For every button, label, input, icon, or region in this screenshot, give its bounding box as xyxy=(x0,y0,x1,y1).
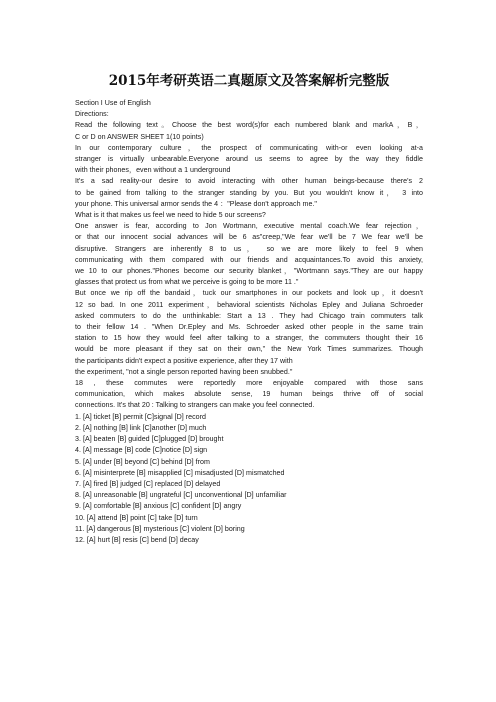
document-body xyxy=(75,98,423,546)
text-line: 6. [A] misinterprete [B] misapplied [C] misadjusted [D] mismatched xyxy=(75,468,285,477)
document-page xyxy=(75,72,423,546)
text-line: glasses that protect us from what we perceive is going to be more 11 ." xyxy=(75,278,299,287)
text-line: Read the following text。Choose the best word(s)for each numbered blank and markA，B， xyxy=(75,121,423,130)
text-line: 10. [A] attend [B] point [C] take [D] turn xyxy=(75,513,198,522)
text-line: C or D on ANSWER SHEET 1(10 points) xyxy=(75,132,204,141)
text-line: the participants didn't expect a positive experience, after they 17 with xyxy=(75,356,293,365)
text-line: the experiment, "not a single person reported having been snubbed." xyxy=(75,367,293,376)
text-line: Directions: xyxy=(75,110,109,119)
text-line: In our contemporary culture，the prospect of communicating with-or even looking at-a xyxy=(75,143,423,152)
text-line: disruptive. Strangers are inherently 8 to us， so we are more likely to feel 9 when xyxy=(75,244,423,253)
text-line: stranger is virtually unbearable.Everyone around us seems to agree by the way they fiddle xyxy=(75,155,423,164)
text-line: 12. [A] hurt [B] resis [C] bend [D] decay xyxy=(75,535,199,544)
text-line: your phone. This universal armor sends the 4 ："Please don't approach me." xyxy=(75,199,317,208)
text-line: 2. [A] nothing [B] link [C]another [D] much xyxy=(75,423,207,432)
text-line: to be gained from talking to the stranger standing by you. But you wouldn't know it， 3 into xyxy=(75,188,423,197)
text-line: or that our innocent social advances will be 6 as"creep,"We fear we'll be 7 We fear we'll be xyxy=(75,233,423,242)
text-line: 18 , these commutes were reportedly more enjoyable compared with those sans xyxy=(75,379,423,388)
text-line: 11. [A] dangerous [B] mysterious [C] violent [D] boring xyxy=(75,524,245,533)
text-line: we 10 to our phones."Phones become our security blanket，"Wortmann says."They are our happy xyxy=(75,267,423,276)
text-line: with their phones，even without a 1 underground xyxy=(75,166,231,175)
text-line: One answer is fear, according to Jon Wortmann, executive mental coach.We fear rejection， xyxy=(75,222,423,231)
text-line: 4. [A] message [B] code [C]notice [D] sign xyxy=(75,446,208,455)
document-title: 2015年考研英语二真题原文及答案解析完整版 xyxy=(108,73,390,89)
text-line: asked commuters to do the unthinkable: Start a 13 . They had Chicago train commuters talk xyxy=(75,311,423,320)
text-line: Section I Use of English xyxy=(75,99,151,107)
text-line: 1. [A] ticket [B] permit [C]signal [D] record xyxy=(75,412,206,421)
text-line: 12 so bad. In one 2011 experiment，behavioral scientists Nicholas Epley and Juliana Schroeder xyxy=(75,300,423,309)
text-line: to their fellow 14 . "When Dr.Epley and Ms. Schroeder asked other people in the same train xyxy=(75,323,423,332)
text-line: It's a sad reality-our desire to avoid interacting with other human beings-because there's 2 xyxy=(75,177,423,186)
text-line: 8. [A] unreasonable [B] ungrateful [C] unconventional [D] unfamiliar xyxy=(75,491,287,500)
text-line: communicating with them compared with our friends and acquaintances.To avoid this anxiety, xyxy=(75,255,423,264)
text-line: What is it that makes us feel we need to hide 5 our screens? xyxy=(75,211,266,220)
text-line: would be more pleasant if they sat on their own," the New York Times summarizes. Though xyxy=(75,345,423,354)
text-line: communication, which makes absolute sense, 19 human beings thrive off of social xyxy=(75,390,423,399)
text-line: connections. It's that 20 : Talking to strangers can make you feel connected. xyxy=(75,401,315,410)
text-line: 3. [A] beaten [B] guided [C]plugged [D] brought xyxy=(75,435,224,444)
text-line: station to 15 how they would feel after talking to a stranger, the commuters thought their 16 xyxy=(75,334,423,343)
text-line: 7. [A] fired [B] judged [C] replaced [D] delayed xyxy=(75,479,221,488)
text-line: 5. [A] under [B] beyond [C] behind [D] from xyxy=(75,457,210,466)
text-line: 9. [A] comfortable [B] anxious [C] confident [D] angry xyxy=(75,502,242,511)
text-line: But once we rip off the bandaid，tuck our smartphones in our pockets and look up，it doesn't xyxy=(75,289,423,298)
